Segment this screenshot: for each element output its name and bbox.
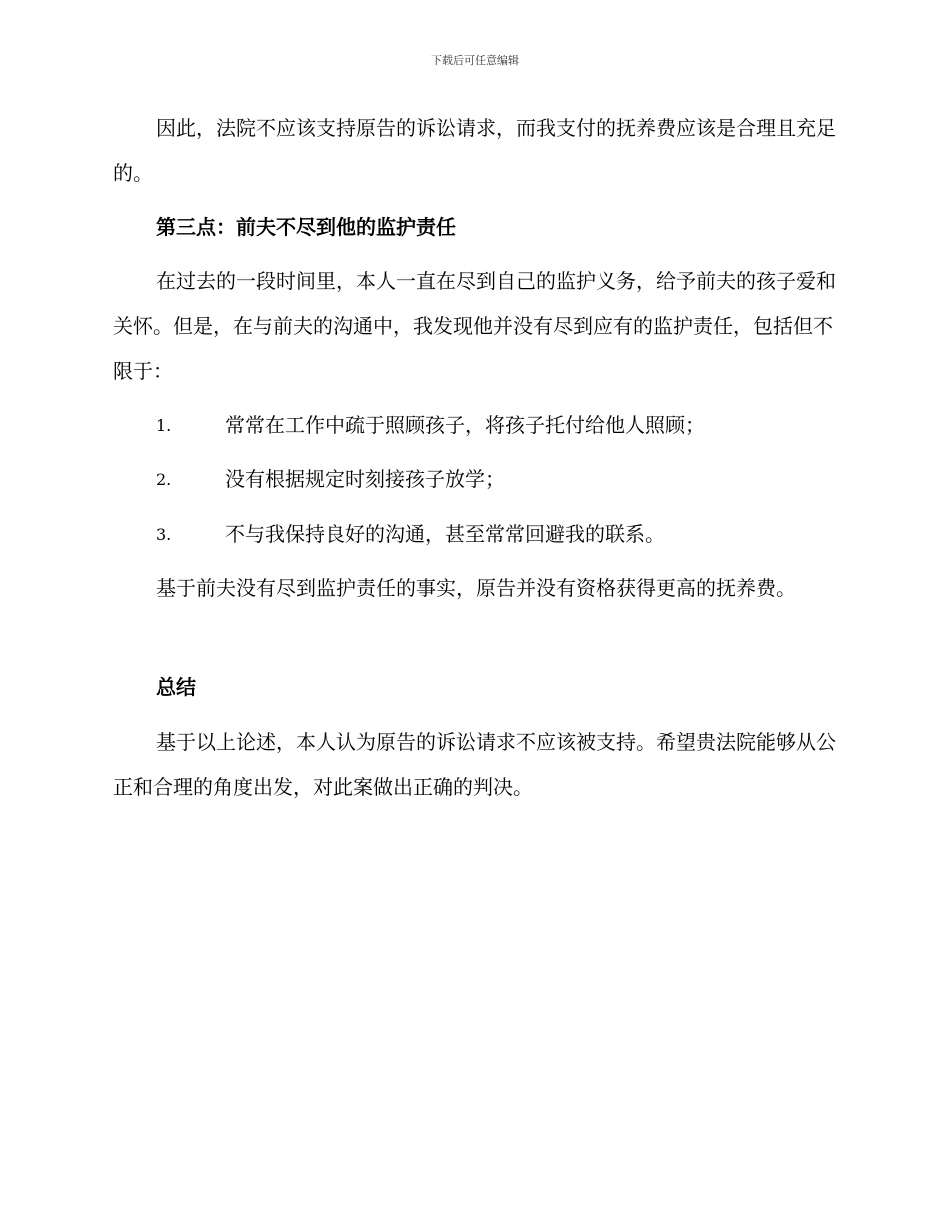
list-item-number: 1. bbox=[156, 416, 172, 435]
list-item-text: 没有根据规定时刻接孩子放学； bbox=[225, 467, 505, 491]
list-item bbox=[156, 403, 841, 448]
paragraph-summary: 基于以上论述，本人认为原告的诉讼请求不应该被支持。希望贵法院能够从公正和合理的角度出发，对此案做出正确的判决。 bbox=[113, 730, 836, 799]
list-item-number: 3. bbox=[156, 525, 172, 544]
list-item-number: 2. bbox=[156, 470, 172, 489]
section-heading-summary: 总结 bbox=[156, 675, 196, 699]
section-heading-point-three: 第三点：前夫不尽到他的监护责任 bbox=[156, 215, 456, 239]
paragraph-guardianship: 在过去的一段时间里，本人一直在尽到自己的监护义务，给予前夫的孩子爱和关怀。但是，在与前夫的沟通中，我发现他并没有尽到应有的监护责任，包括但不限于： bbox=[113, 269, 836, 383]
paragraph-guardianship-conclusion: 基于前夫没有尽到监护责任的事实，原告并没有资格获得更高的抚养费。 bbox=[156, 576, 796, 600]
list-item-text: 不与我保持良好的沟通，甚至常常回避我的联系。 bbox=[225, 522, 665, 546]
list-item bbox=[156, 512, 841, 557]
paragraph-conclusion-point-two: 因此，法院不应该支持原告的诉讼请求，而我支付的抚养费应该是合理且充足的。 bbox=[113, 116, 836, 185]
page-header-note: 下载后可任意编辑 bbox=[431, 54, 519, 67]
list-item-text: 常常在工作中疏于照顾孩子，将孩子托付给他人照顾； bbox=[225, 413, 705, 437]
list-item bbox=[156, 457, 841, 502]
